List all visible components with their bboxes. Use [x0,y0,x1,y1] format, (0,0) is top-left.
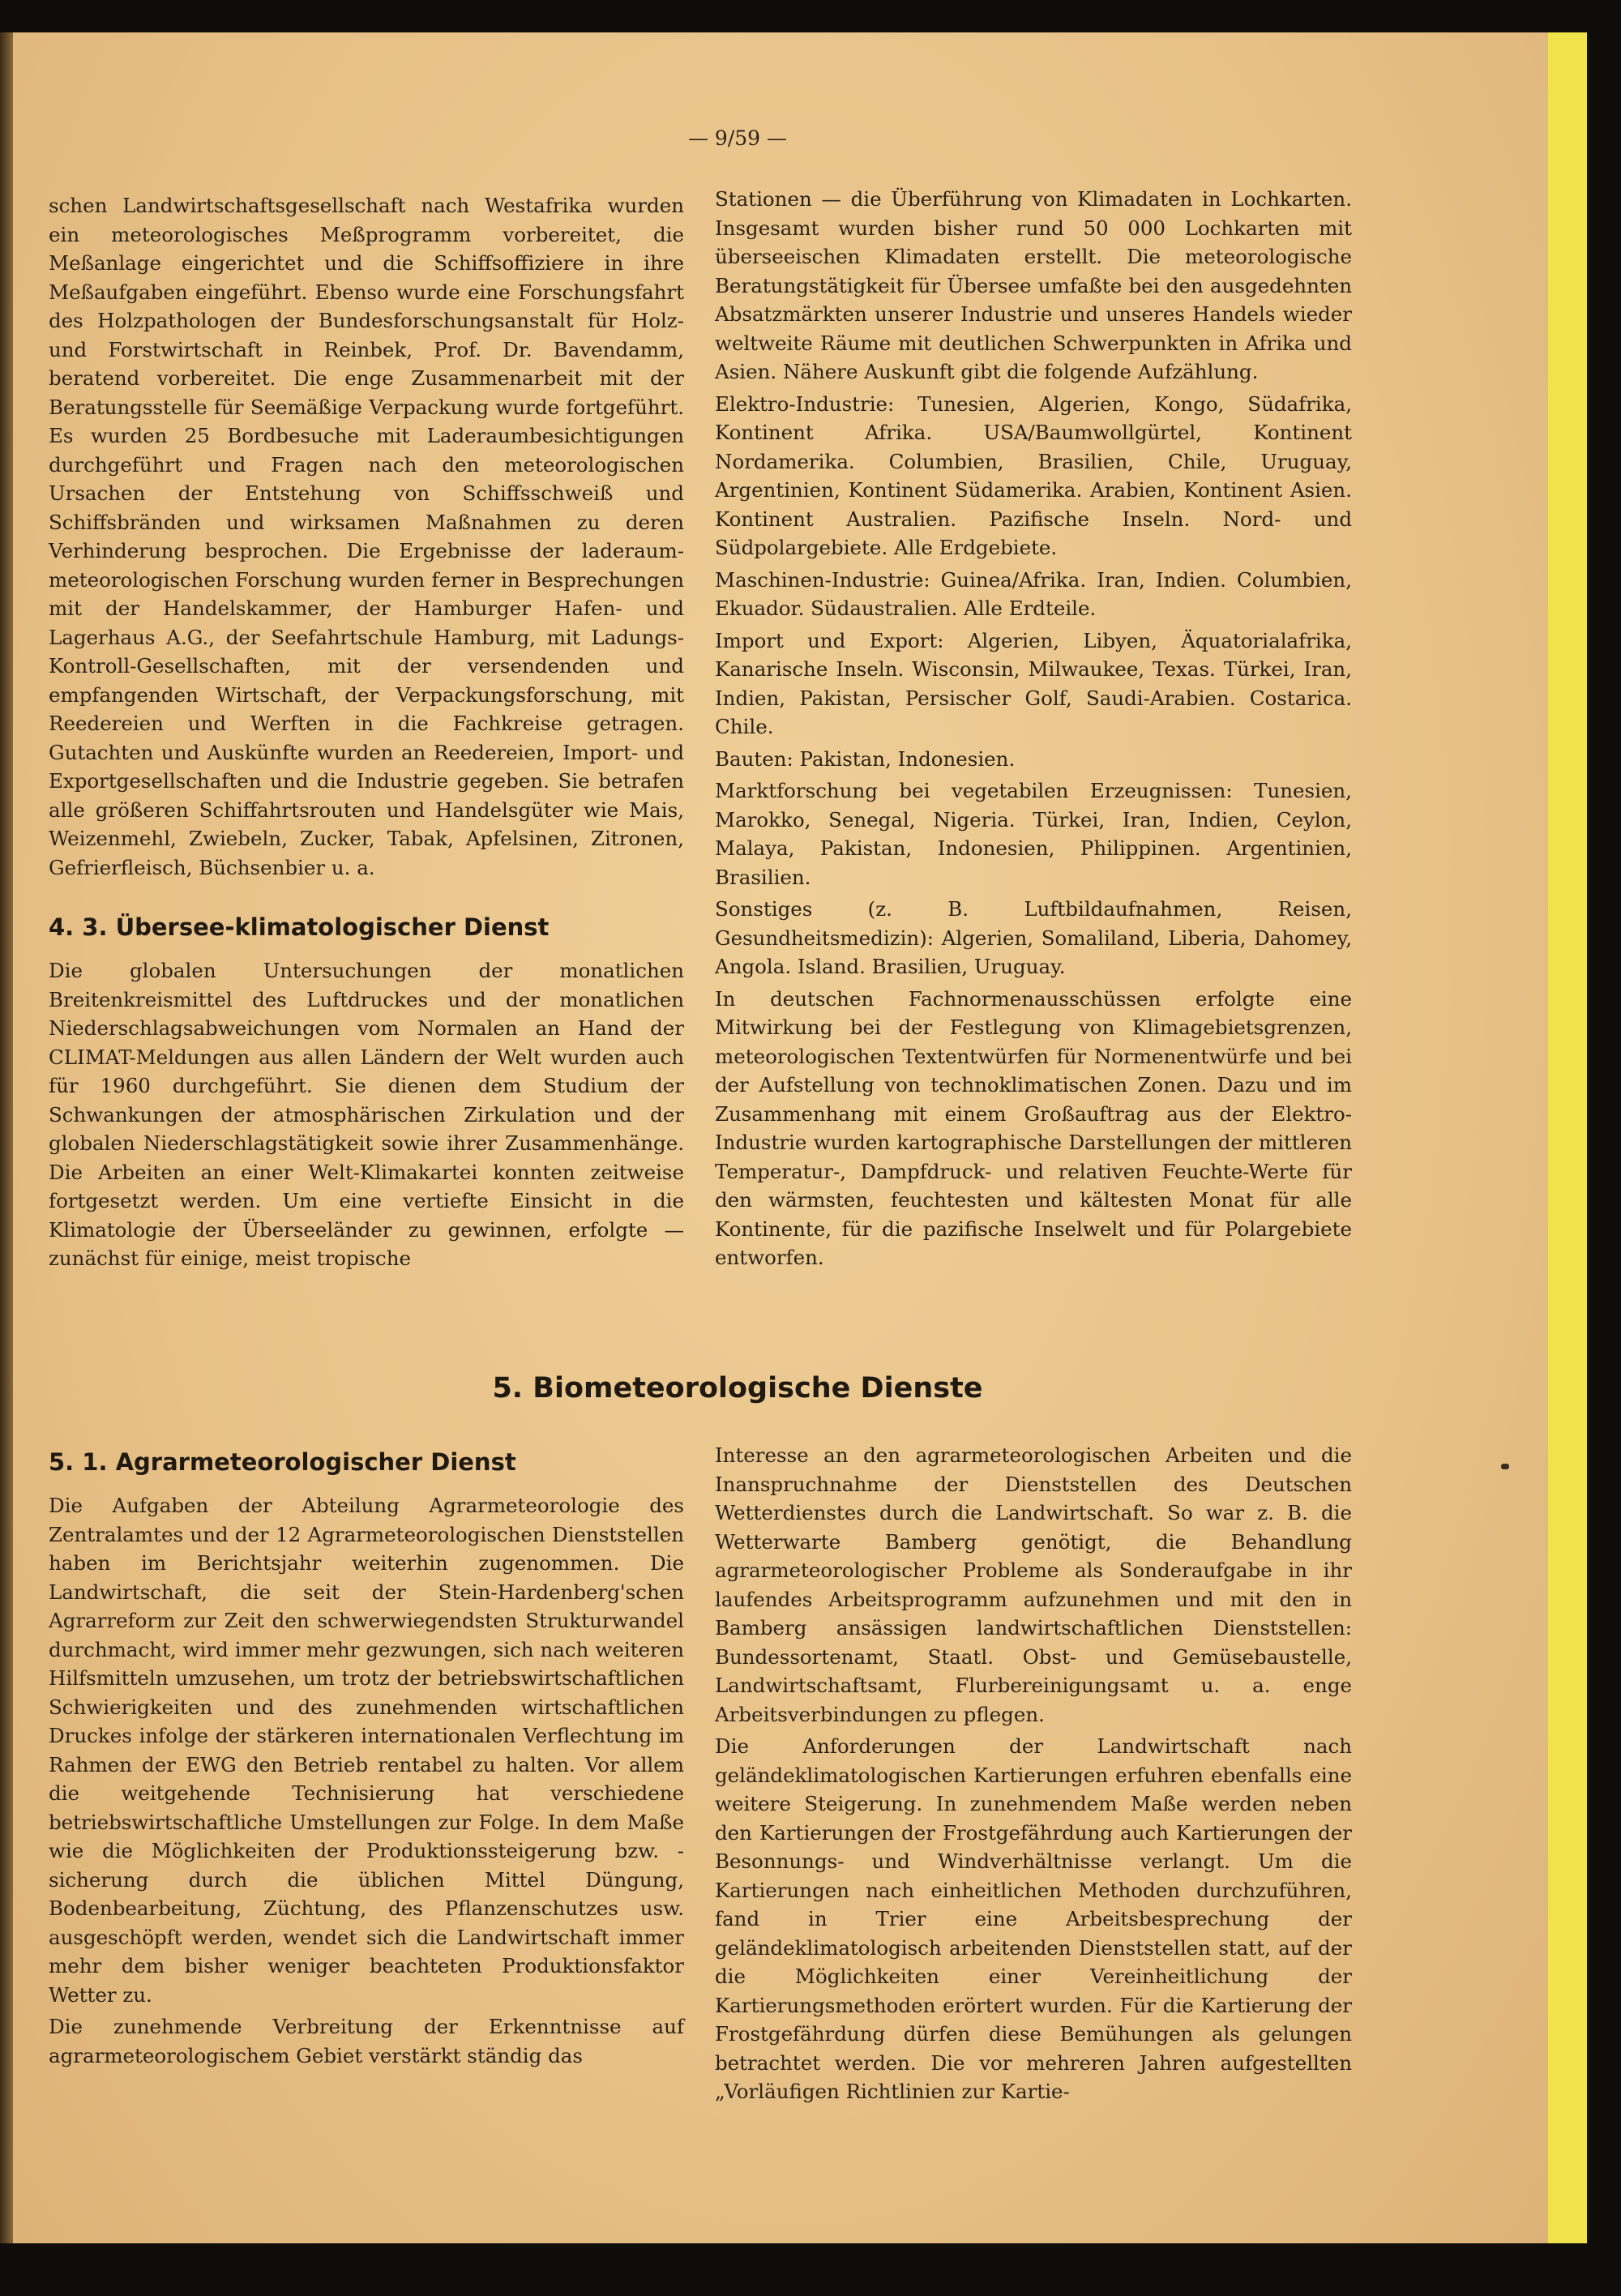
section-heading-4-3: 4. 3. Übersee-klimatologischer Dienst [49,913,550,941]
paragraph: Sonstiges (z. B. Luftbildaufnahmen, Reisen, Gesundheitsmedizin): Algerien, Somaliland, Liberia, Dahomey, Angola. Island. Brasilien, Uruguay. [715,897,1352,978]
paragraph: Elektro-Industrie: Tunesien, Algerien, Kongo, Südafrika, Kontinent Afrika. USA/Baumwollgürtel, Kontinent Nordamerika. Columbien, Brasilien, Chile, Uruguay, Argentinien, Kontinent Südamerika. Arabien, Kontinent Asien. Kontinent Australien. Pazifische Inseln. Nord- und Südpolargebiete. Alle Erdgebiete. [715,391,1352,559]
page-edge-strip [1548,32,1587,2243]
paragraph: Stationen — die Überführung von Klimadaten in Lochkarten. Insgesamt wurden bisher rund 50 000 Lochkarten mit überseeischen Klimadaten erstellt. Die meteorologische Beratungstätigkeit für Übersee umfaßte bei den ausgedehnten Absatzmärkten unserer Industrie und unseres Handels wieder weltweite Räume mit deutlichen Schwerpunkten in Afrika und Asien. Nähere Auskunft gibt die folgende Aufzählung. [715,187,1352,383]
chapter-title: 5. Biometeorologische Dienste [492,1372,983,1405]
paragraph: Die Anforderungen der Landwirtschaft nach geländeklimatologischen Kartierungen erfuhren ebenfalls eine weitere Steigerung. In zunehmendem Maße werden neben den Kartierungen der Frostgefährdung auch Kartierungen der Besonnungs- und Windverhältnisse verlangt. Um die Kartierungen nach einheitlichen Methoden durchzuführen, fand in Trier eine Arbeitsbesprechung der geländeklimatologisch arbeitenden Dienststellen statt, auf der die Möglichkeiten einer Vereinheitlichung der Kartierungsmethoden erörtert wurden. Für die Kartierung der Frostgefährdung dürfen diese Bemühungen als gelungen betrachtet werden. Die vor mehreren Jahren aufgestellten „Vorläufigen Richtlinien zur Kartie- [715,1734,1352,2103]
paragraph: Interesse an den agrarmeteorologischen Arbeiten und die Inanspruchnahme der Dienststellen des Deutschen Wetterdienstes durch die Landwirtschaft. So war z. B. die Wetterwarte Bamberg genötigt, die Behandlung agrarmeteorologischer Probleme als Sonderaufgabe in ihr laufendes Arbeitsprogramm aufzunehmen und mit den in Bamberg ansässigen landwirtschaftlichen Dienststellen: Bundessortenamt, Staatl. Obst- und Gemüsebaustelle, Landwirtschaftsamt, Flurbereinigungsamt u. a. enge Arbeitsverbindungen zu pflegen. [715,1443,1352,1726]
paragraph: Die globalen Untersuchungen der monatlichen Breitenkreismittel des Luftdruckes und der monatlichen Niederschlagsabweichungen vom Normalen an Hand der CLIMAT-Meldungen aus allen Ländern der Welt wurden auch für 1960 durchgeführt. Sie dienen dem Studium der Schwankungen der atmosphärischen Zirkulation und der globalen Niederschlagstätigkeit sowie ihrer Zusammenhänge. Die Arbeiten an einer Welt-Klimakartei konnten zeitweise fortgesetzt werden. Um eine vertiefte Einsicht in die Klimatologie der Überseeländer zu gewinnen, erfolgte — zunächst für einige, meist tropische [49,959,684,1270]
paragraph: Die zunehmende Verbreitung der Erkenntnisse auf agrarmeteorologischem Gebiet verstärkt ständig das [49,2015,684,2067]
page-number: — 9/59 — [687,126,788,150]
book-spine-shadow [0,32,13,2243]
ink-speck [1501,1464,1509,1469]
column-bottom-right [715,1441,1352,2110]
column-top-left [49,191,684,1276]
paragraph: Bauten: Pakistan, Indonesien. [715,746,1016,771]
paragraph: Die Aufgaben der Abteilung Agrarmeteorologie des Zentralamtes und der 12 Agrarmeteorologischen Dienststellen haben im Berichtsjahr weiterhin zugenommen. Die Landwirtschaft, die seit der Stein-Hardenberg'schen Agrarreform zur Zeit den schwerwiegendsten Strukturwandel durchmacht, wird immer mehr gezwungen, sich nach weiteren Hilfsmitteln umzusehen, um trotz der betriebswirtschaftlichen Schwierigkeiten und des zunehmenden wirtschaftlichen Druckes infolge der stärkeren internationalen Verflechtung im Rahmen der EWG den Betrieb rentabel zu halten. Vor allem die weitgehende Technisierung hat verschiedene betriebswirtschaftliche Umstellungen zur Folge. In dem Maße wie die Möglichkeiten der Produktionssteigerung bzw. -sicherung durch die üblichen Mittel Düngung, Bodenbearbeitung, Züchtung, des Pflanzenschutzes usw. ausgeschöpft werden, wendet sich die Landwirtschaft immer mehr dem bisher weniger beachteten Produktionsfaktor Wetter zu. [49,1494,684,2007]
paragraph: In deutschen Fachnormenausschüssen erfolgte eine Mitwirkung bei der Festlegung von Klimagebietsgrenzen, meteorologischen Textentwürfen für Normenentwürfe und bei der Aufstellung von technoklimatischen Zonen. Dazu und im Zusammenhang mit einem Großauftrag aus der Elektro-Industrie wurden kartographische Darstellungen der mittleren Temperatur-, Dampfdruck- und relativen Feuchte-Werte für den wärmsten, feuchtesten und kältesten Monat für alle Kontinente, für die pazifische Inselwelt und für Polargebiete entworfen. [715,986,1352,1269]
column-top-right [715,185,1352,1276]
paragraph: Maschinen-Industrie: Guinea/Afrika. Iran, Indien. Columbien, Ekuador. Südaustralien. Alle Erdteile. [715,567,1352,620]
column-bottom-left [49,1447,684,2073]
paragraph: Import und Export: Algerien, Libyen, Äquatorialafrika, Kanarische Inseln. Wisconsin, Milwaukee, Texas. Türkei, Iran, Indien, Pakistan, Persischer Golf, Saudi-Arabien. Costarica. Chile. [715,628,1352,738]
section-heading-5-1: 5. 1. Agrarmeteorologischer Dienst [49,1448,516,1476]
paragraph: Marktforschung bei vegetabilen Erzeugnissen: Tunesien, Marokko, Senegal, Nigeria. Türkei, Iran, Indien, Ceylon, Malaya, Pakistan, Indonesien, Philippinen. Argentinien, Brasilien. [715,779,1352,889]
paragraph: schen Landwirtschaftsgesellschaft nach Westafrika wurden ein meteorologisches Meßprogramm vorbereitet, die Meßanlage eingerichtet und die Schiffsoffiziere in ihre Meßaufgaben eingeführt. Ebenso wurde eine Forschungsfahrt des Holzpathologen der Bundesforschungsanstalt für Holz- und Forstwirtschaft in Reinbek, Prof. Dr. Bavendamm, beratend vorbereitet. Die enge Zusammenarbeit mit der Beratungsstelle für Seemäßige Verpackung wurde fortgeführt. Es wurden 25 Bordbesuche mit Laderaumbesichtigungen durchgeführt und Fragen nach den meteorologischen Ursachen der Entstehung von Schiffsschweiß und Schiffsbränden und wirksamen Maßnahmen zu deren Verhinderung besprochen. Die Ergebnisse der laderaum-meteorologischen Forschung wurden ferner in Besprechungen mit der Handelskammer, der Hamburger Hafen- und Lagerhaus A.G., der Seefahrtschule Hamburg, mit Ladungs-Kontroll-Gesellschaften, mit der versendenden und empfangenden Wirtschaft, der Verpackungsforschung, mit Reedereien und Werften in die Fachkreise getragen. Gutachten und Auskünfte wurden an Reedereien, Import- und Exportgesellschaften und die Industrie gegeben. Sie betrafen alle größeren Schiffahrtsrouten und Handelsgüter wie Mais, Weizenmehl, Zwiebeln, Zucker, Tabak, Apfelsinen, Zitronen, Gefrierfleisch, Büchsenbier u. a. [49,194,684,879]
